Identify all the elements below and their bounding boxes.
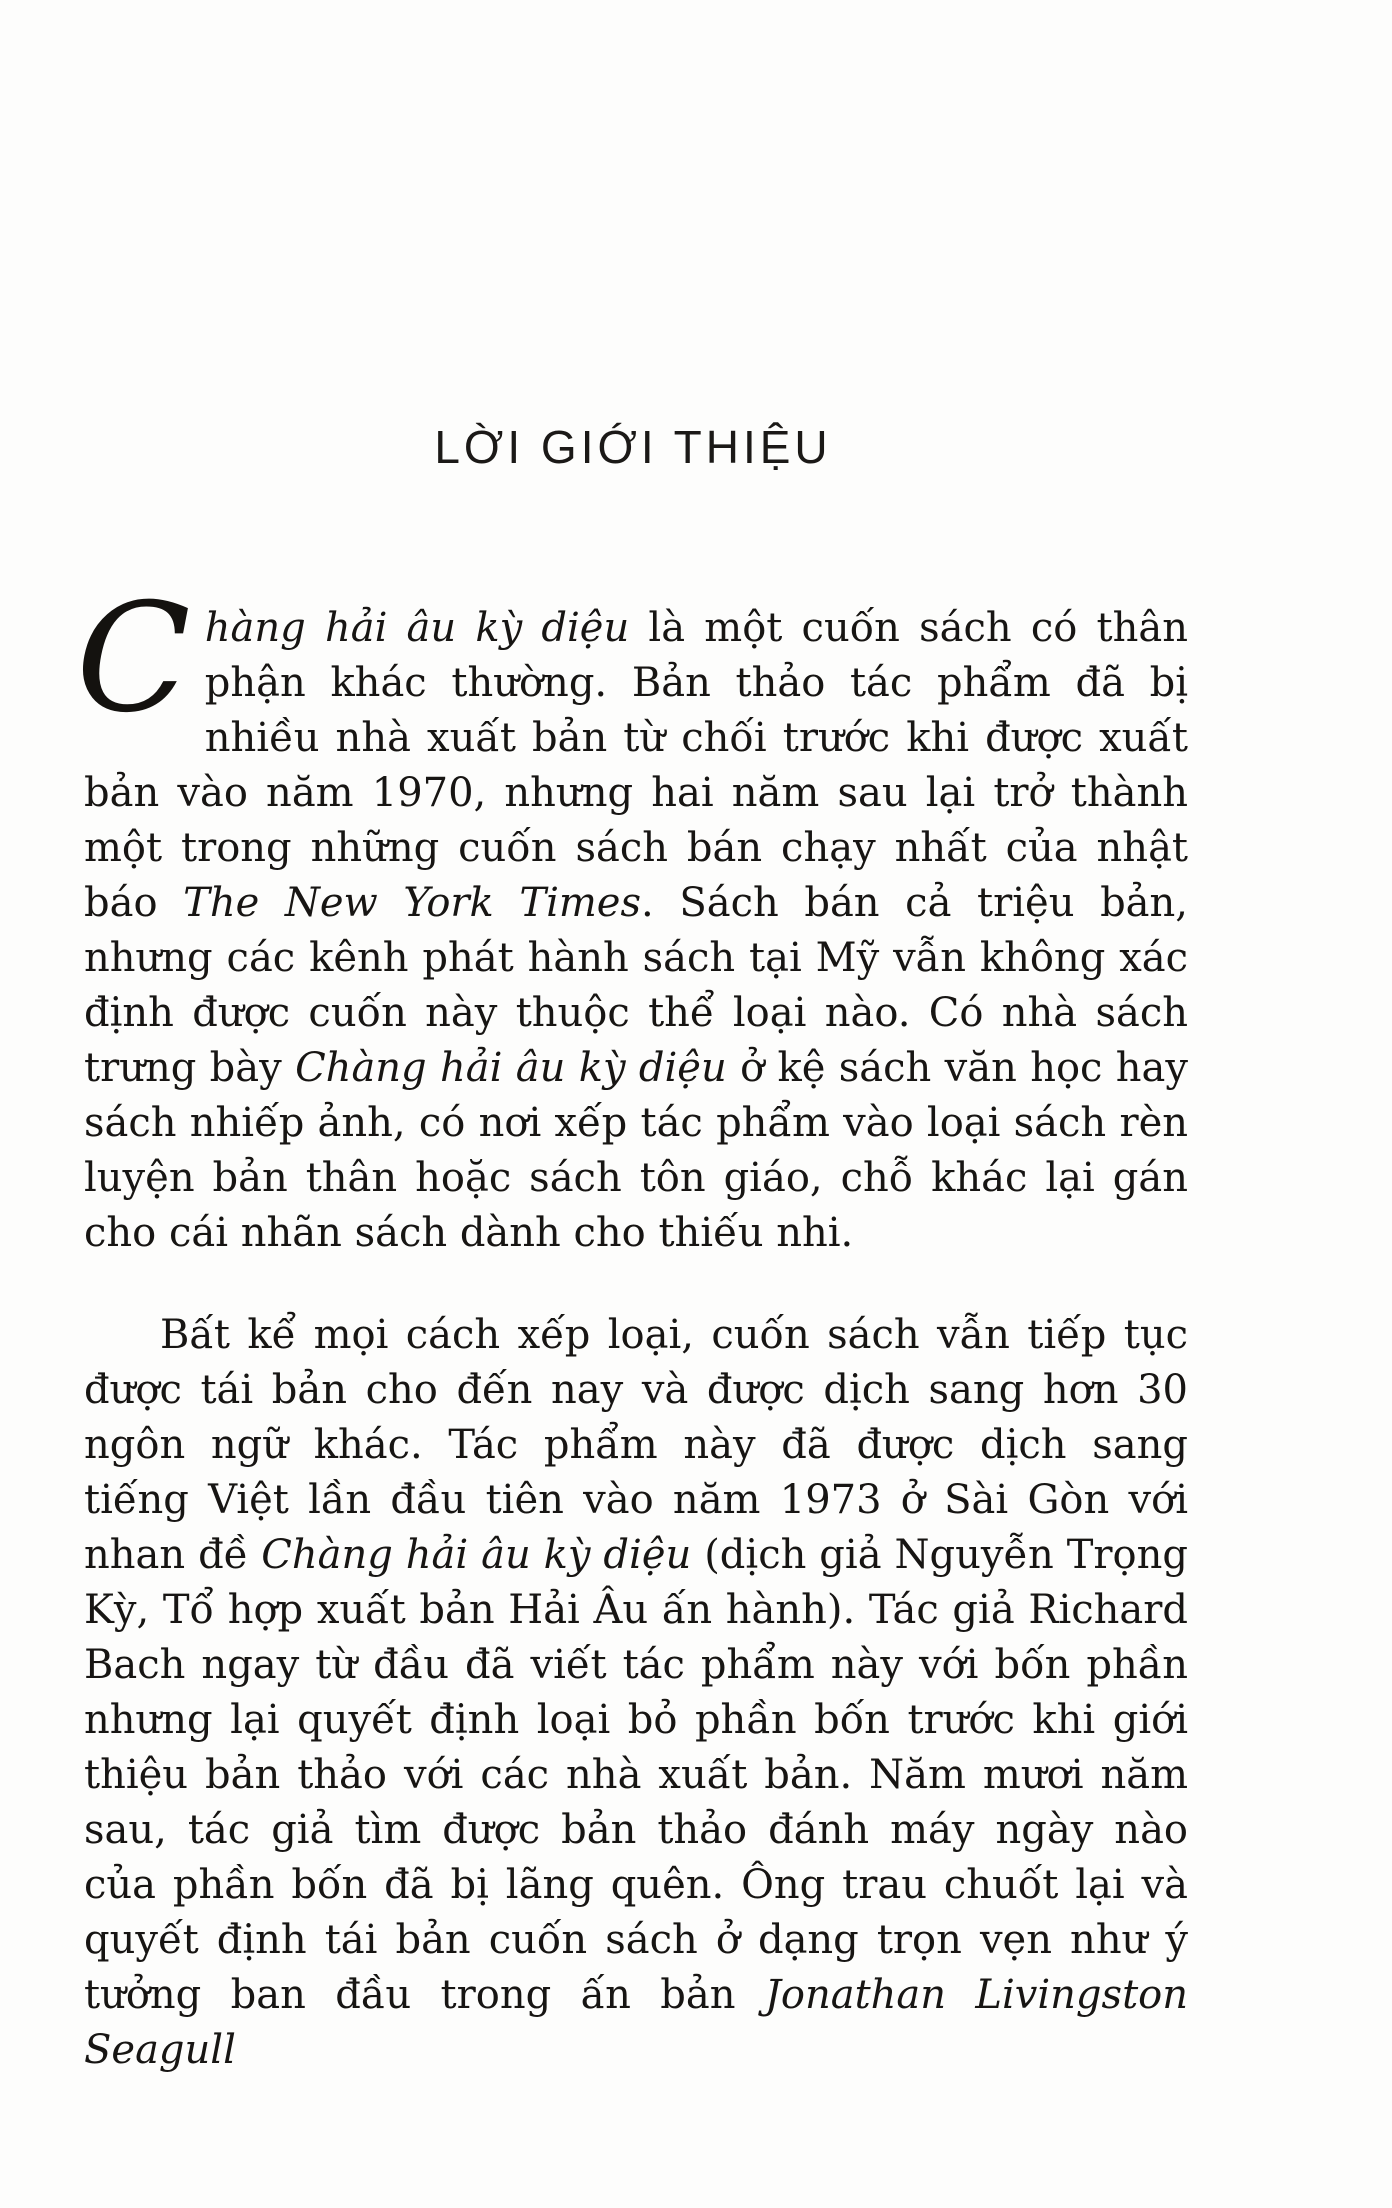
text-run: (dịch giả Nguyễn Trọng Kỳ, Tổ hợp xuất bản Hải Âu ấn hành). Tác giả Richard Bach ngay từ đầu đã viết tác phẩm này với bốn phần nhưng lại quyết định loại bỏ phần bốn trước khi giới thiệu bản thảo với các nhà xuất bản. Năm mươi năm sau, tác giả tìm được bản thảo đánh máy ngày nào của phần bốn đã bị lãng quên. Ông trau chuốt lại và quyết định tái bản cuốn sách ở dạng trọn vẹn như ý tưởng ban đầu trong ấn bản (84, 1532, 1189, 2018)
text-run: . Sách bán cả triệu bản, nhưng các kênh phát hành sách tại Mỹ vẫn không xác định được cuốn này thuộc thể loại nào. Có nhà sách trưng bày (84, 880, 1189, 1091)
italic-text-run: hàng hải âu kỳ diệu (204, 605, 630, 651)
text-run: ở kệ sách văn học hay sách nhiếp ảnh, có nơi xếp tác phẩm vào loại sách rèn luyện bản thân hoặc sách tôn giáo, chỗ khác lại gán cho cái nhãn sách dành cho thiếu nhi. (84, 1045, 1189, 1256)
italic-text-run: Chàng hải âu kỳ diệu (261, 1532, 692, 1578)
italic-text-run: Jonathan Livingston Seagull (84, 1972, 1188, 2073)
text-run: là một cuốn sách có thân phận khác thường. Bản thảo tác phẩm đã bị nhiều nhà xuất bản từ chối trước khi được xuất bản vào năm 1970, nhưng hai năm sau lại trở thành một trong những cuốn sách bán chạy nhất của nhật báo (84, 605, 1189, 926)
chapter-title: LỜI GIỚI THIỆU (434, 421, 832, 473)
paragraph-2 (84, 1308, 1188, 2078)
italic-text-run: The New York Times (183, 880, 641, 926)
italic-text-run: Chàng hải âu kỳ diệu (295, 1045, 727, 1091)
text-run: Bất kể mọi cách xếp loại, cuốn sách vẫn tiếp tục được tái bản cho đến nay và được dịch sang hơn 30 ngôn ngữ khác. Tác phẩm này đã được dịch sang tiếng Việt lần đầu tiên vào năm 1973 ở Sài Gòn với nhan đề (84, 1312, 1188, 1578)
drop-cap: C (76, 572, 191, 746)
paragraph-1 (76, 572, 1189, 1261)
body-text (76, 572, 1189, 2078)
